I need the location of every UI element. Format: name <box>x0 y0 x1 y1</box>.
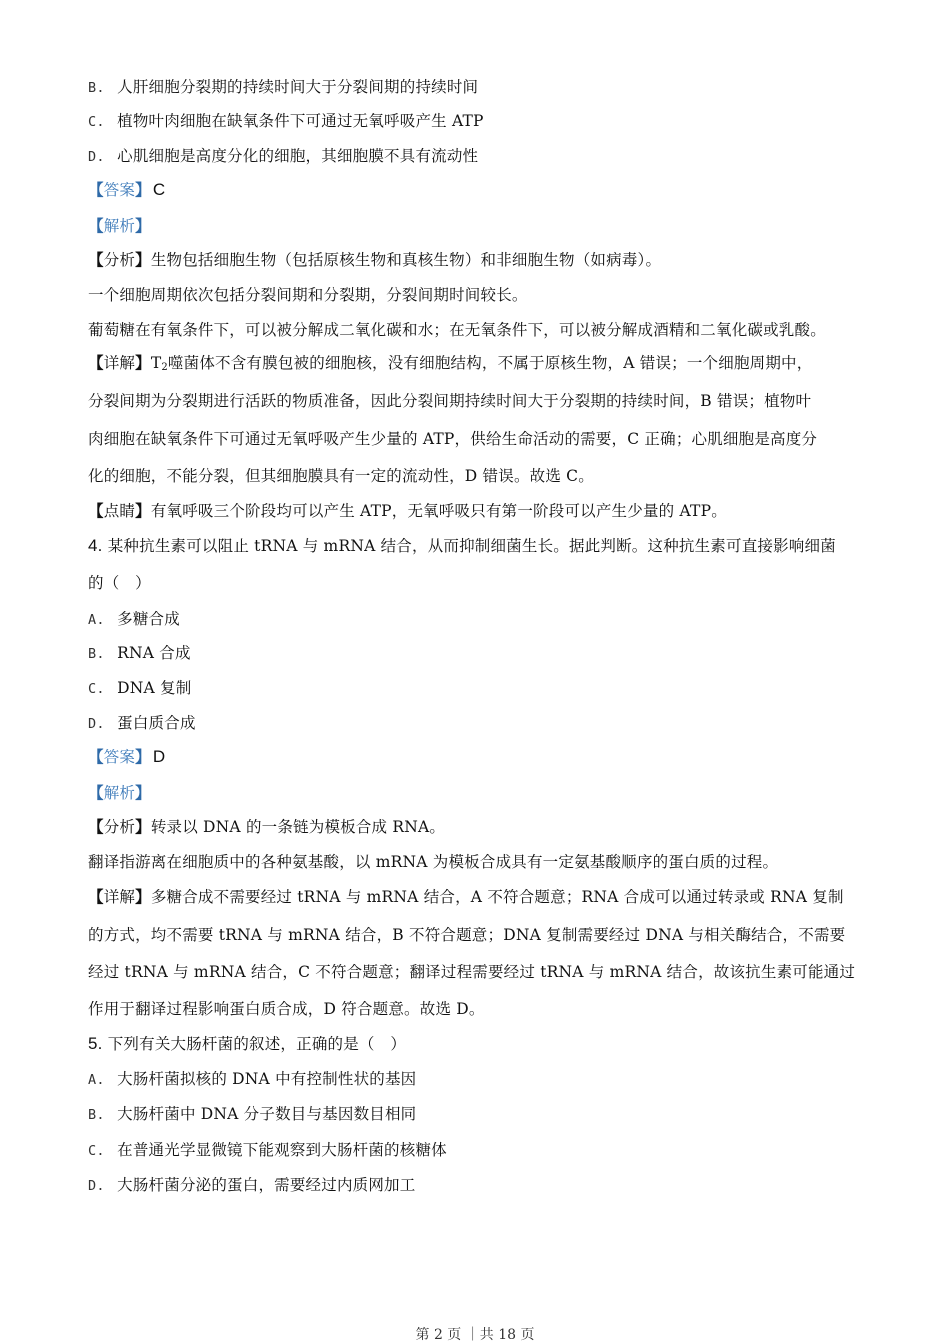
answer-row: 【答案】 D <box>88 747 166 766</box>
option-a: A. 多糖合成 <box>88 610 180 628</box>
page-footer: 第 2 页 ｜共 18 页 <box>415 1327 535 1343</box>
xiangjie-line: 化的细胞，不能分裂，但其细胞膜具有一定的流动性，D 错误。故选 C。 <box>88 467 594 485</box>
dianjing-label: 点睛 <box>103 502 136 520</box>
answer-label: 答案 <box>103 181 136 199</box>
fenxi-line: 一个细胞周期依次包括分裂间期和分裂期，分裂间期时间较长。 <box>88 286 528 304</box>
option-text: 人肝细胞分裂期的持续时间大于分裂间期的持续时间 <box>117 78 479 96</box>
option-text: 植物叶肉细胞在缺氧条件下可通过无氧呼吸产生 ATP <box>117 112 484 130</box>
analysis-label: 解析 <box>103 217 136 235</box>
fenxi-line: 翻译指游离在细胞质中的各种氨基酸，以 mRNA 为模板合成具有一定氨基酸顺序的蛋白质的过程。 <box>88 853 779 871</box>
fenxi-paragraph: 【分析】生物包括细胞生物（包括原核生物和真核生物）和非细胞生物（如病毒）。 <box>88 250 662 269</box>
answer-value: D <box>152 747 166 766</box>
option-text: 心肌细胞是高度分化的细胞，其细胞膜不具有流动性 <box>117 147 479 165</box>
xiangjie-line: 经过 tRNA 与 mRNA 结合，C 不符合题意；翻译过程需要经过 tRNA 与 mRNA 结合，故该抗生素可能通过 <box>88 963 856 981</box>
xiangjie-line: 分裂间期为分裂期进行活跃的物质准备，因此分裂间期持续时间大于分裂期的持续时间，B 错误；植物叶 <box>88 392 812 410</box>
question-5-stem: 5. 下列有关大肠杆菌的叙述，正确的是（ ） <box>88 1034 407 1053</box>
option-label: B. <box>88 80 105 96</box>
question-4-stem-cont: 的（ ） <box>88 574 151 592</box>
option-b <box>88 77 478 98</box>
option-d <box>88 146 478 167</box>
option-c <box>88 111 484 132</box>
option-b: B. 大肠杆菌中 DNA 分子数目与基因数目相同 <box>88 1105 417 1123</box>
answer-value: C <box>152 180 166 199</box>
xiangjie-paragraph: 【详解】多糖合成不需要经过 tRNA 与 mRNA 结合，A 不符合题意；RNA 合成可以通过转录或 RNA 复制 <box>88 887 844 906</box>
option-label: C. <box>88 114 105 130</box>
answer-row: 【答案】 C <box>88 180 166 199</box>
option-a: A. 大肠杆菌拟核的 DNA 中有控制性状的基因 <box>88 1070 417 1088</box>
option-d: D. 蛋白质合成 <box>88 714 196 732</box>
fenxi-label: 分析 <box>103 251 136 269</box>
xiangjie-paragraph: 【详解】$T_2$噬菌体不含有膜包被的细胞核，没有细胞结构，不属于原核生物，A 错误；一个细胞周期中， <box>88 353 813 373</box>
question-number: 4. <box>88 536 103 555</box>
option-d: D. 大肠杆菌分泌的蛋白，需要经过内质网加工 <box>88 1176 416 1194</box>
option-label: D. <box>88 149 105 165</box>
analysis-heading: 【解析】 <box>88 216 151 235</box>
option-c: C. 在普通光学显微镜下能观察到大肠杆菌的核糖体 <box>88 1141 447 1159</box>
xiangjie-label: 详解 <box>103 354 136 372</box>
xiangjie-line: 作用于翻译过程影响蛋白质合成，D 符合题意。故选 D。 <box>88 1000 485 1018</box>
fenxi-line: 葡萄糖在有氧条件下，可以被分解成二氧化碳和水；在无氧条件下，可以被分解成酒精和二氧化碳或乳酸。 <box>88 321 826 339</box>
fenxi-paragraph: 【分析】转录以 DNA 的一条链为模板合成 RNA。 <box>88 817 446 836</box>
question-number: 5. <box>88 1034 103 1053</box>
fenxi-text: 生物包括细胞生物（包括原核生物和真核生物）和非细胞生物（如病毒）。 <box>150 251 662 269</box>
analysis-heading: 【解析】 <box>88 783 151 802</box>
option-b: B. RNA 合成 <box>88 644 191 662</box>
xiangjie-line: 的方式，均不需要 tRNA 与 mRNA 结合，B 不符合题意；DNA 复制需要经过 DNA 与相关酶结合，不需要 <box>88 926 846 944</box>
option-c: C. DNA 复制 <box>88 679 192 697</box>
xiangjie-line: 肉细胞在缺氧条件下可通过无氧呼吸产生少量的 ATP，供给生命活动的需要，C 正确；心肌细胞是高度分 <box>88 430 818 448</box>
question-4-stem: 4. 某种抗生素可以阻止 tRNA 与 mRNA 结合，从而抑制细菌生长。据此判断。这种抗生素可直接影响细菌 <box>88 536 836 555</box>
dianjing-paragraph: 【点睛】有氧呼吸三个阶段均可以产生 ATP，无氧呼吸只有第一阶段可以产生少量的 ATP。 <box>88 501 727 520</box>
